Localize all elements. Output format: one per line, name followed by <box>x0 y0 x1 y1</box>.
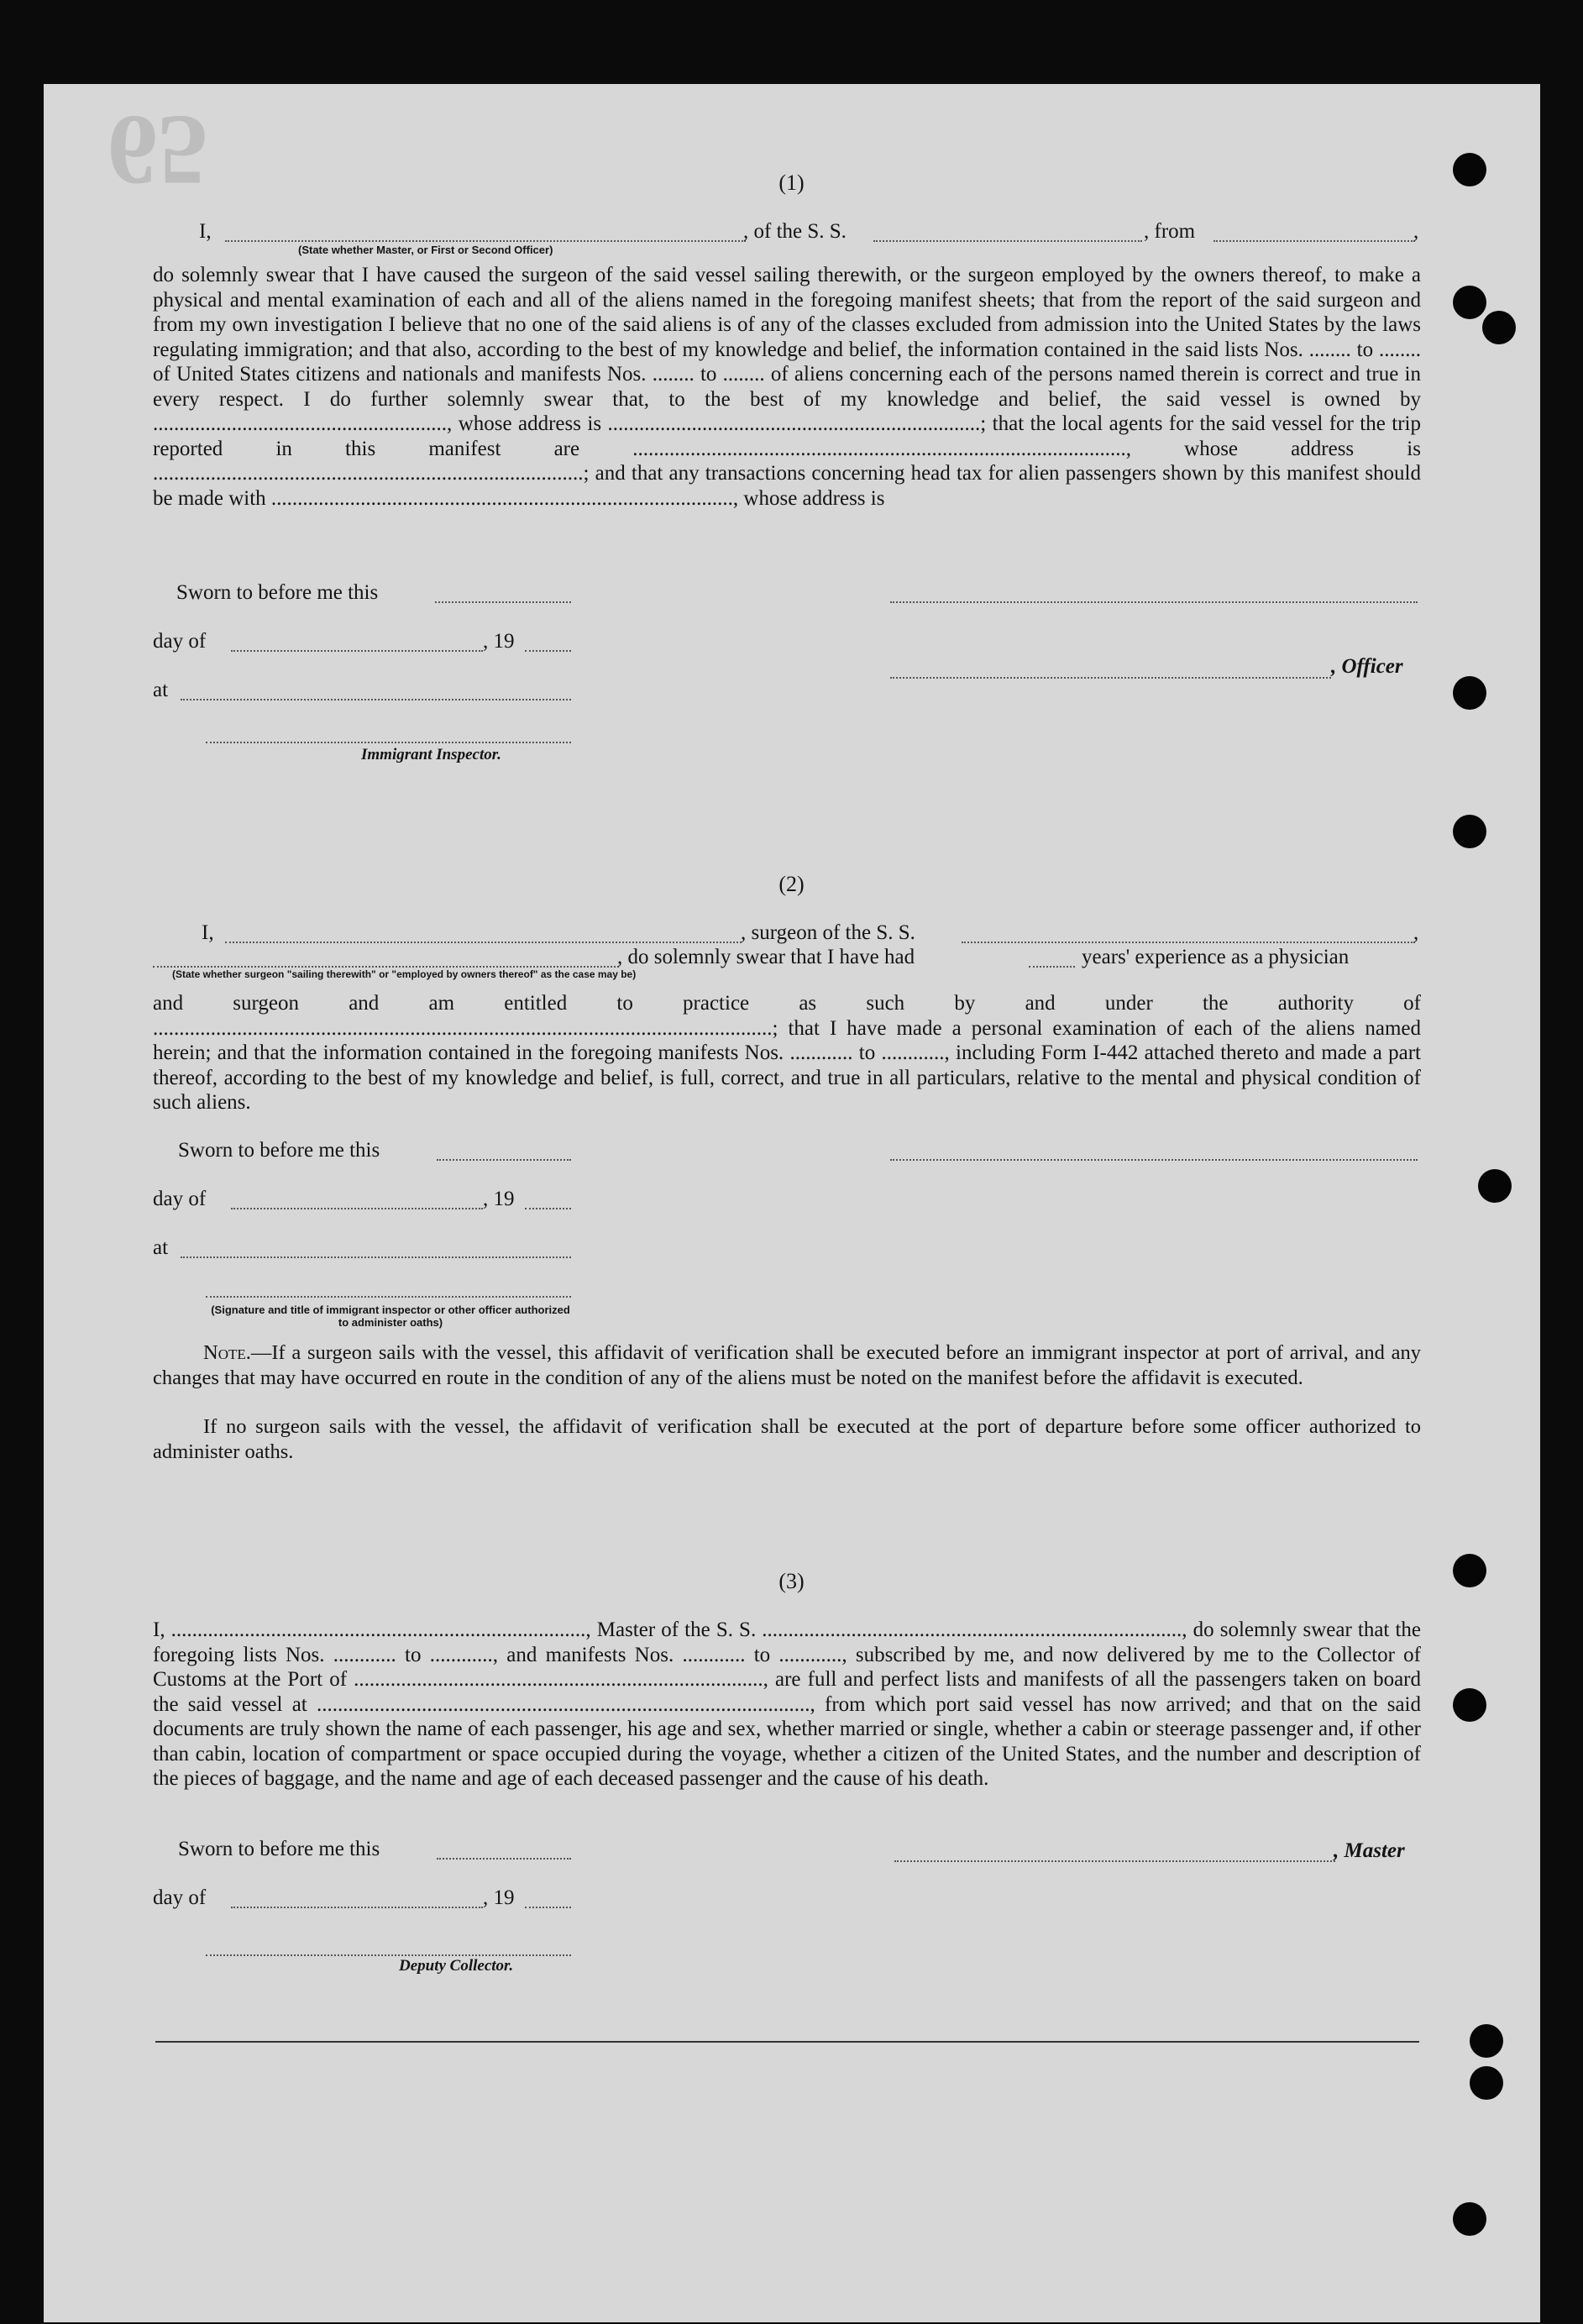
note-2 <box>153 1414 1421 1464</box>
sworn-blank <box>437 1857 571 1860</box>
from-label: , from <box>1144 220 1196 243</box>
day-of-label: day of <box>153 630 207 653</box>
at-blank <box>181 698 571 700</box>
at-blank <box>181 1256 571 1258</box>
day-blank <box>231 1906 483 1908</box>
day-blank <box>231 1207 483 1209</box>
surgeon-caption: (State whether surgeon "sailing therewith" or "employed by owners thereof" as the case may be) <box>172 968 637 980</box>
status-blank <box>153 965 619 968</box>
collector-caption: Deputy Collector. <box>399 1957 514 1975</box>
signature-line <box>206 1295 571 1298</box>
years-blank <box>1029 965 1075 968</box>
sworn-blank <box>437 1158 571 1161</box>
vessel-blank <box>962 941 1415 943</box>
section-number: (3) <box>778 1569 805 1593</box>
day-blank <box>231 649 483 652</box>
year-label: , 19 <box>483 1188 515 1210</box>
master-label: , Master <box>1334 1839 1405 1862</box>
comma: , <box>1413 220 1419 243</box>
day-of-label: day of <box>153 1188 207 1210</box>
inspector-caption: Immigrant Inspector. <box>361 746 501 763</box>
punch-hole <box>1470 2024 1503 2058</box>
officer-blank <box>890 676 1331 679</box>
oath-body: I, ..............................................................................., Master of the S. S. ................................................................................, do solemnly swear that the foregoing lists Nos. ............ to ............, and manifests Nos. ............ to ............, subscribed by me, and now delivered by me to the Collector of Customs at the Port of .............................................................................., are full and perfect lists and manifests of all the passengers taken on board the said vessel at .............................................................................................., from which port said vessel has now arrived; and that on the said documents are truly shown the name of each passenger, his age and sex, whether married or single, whether a cabin or steerage passenger and, if other than cabin, location of compartment or space occupied during the voyage, whether a citizen of the United States, and the number and description of the pieces of baggage, and the name and age of each deceased passenger and the cause of his death. <box>153 1618 1421 1790</box>
sworn-label: Sworn to before me this <box>176 581 379 604</box>
of-ss-label: , of the S. S. <box>743 220 847 243</box>
year-blank <box>525 1207 571 1209</box>
section-number: (2) <box>778 872 805 896</box>
collector-blank <box>206 1954 571 1956</box>
sheet-number-stamp: 65 <box>107 95 208 207</box>
officer-label: , Officer <box>1331 655 1403 678</box>
signature-blank <box>890 1158 1418 1161</box>
comma: , <box>1413 921 1419 944</box>
punch-hole <box>1453 676 1486 710</box>
vessel-blank <box>873 239 1142 242</box>
punch-hole <box>1470 2066 1503 2100</box>
inspector-blank <box>206 741 571 743</box>
note-label: Note. <box>203 1341 251 1364</box>
sworn-label: Sworn to before me this <box>178 1139 380 1162</box>
master-caption: (State whether Master, or First or Second Officer) <box>298 244 553 256</box>
signature-blank <box>890 601 1418 603</box>
punch-hole <box>1482 311 1516 344</box>
year-label: , 19 <box>483 1886 515 1909</box>
sworn-blank <box>435 601 571 603</box>
at-label: at <box>153 1236 169 1259</box>
punch-hole <box>1453 286 1486 319</box>
surgeon-label: , surgeon of the S. S. <box>741 921 915 944</box>
note <box>153 1340 1421 1390</box>
note-2-text: If no surgeon sails with the vessel, the affidavit of verification shall be executed at the port of departure before some officer authorized to administer oaths. <box>153 1415 1421 1463</box>
punch-hole <box>1453 815 1486 848</box>
oath-body: do solemnly swear that I have caused the surgeon of the said vessel sailing therewith, or the surgeon employed by the owners thereof, to make a physical and mental examination of each and all of the aliens named in the foregoing manifest sheets; that from the report of the said surgeon and from my own investigation I believe that no one of the said aliens is of any of the classes excluded from admission into the United States by the laws regulating immigration; and that also, according to the best of my knowledge and belief, the information contained in the said lists Nos. ........ to ........ of United States citizens and nationals and manifests Nos. ........ to ........ of aliens concerning each of the persons named therein is correct and true in every respect. I do further solemnly swear that, to the best of my knowledge and belief, the said vessel is owned by ........................................................, whose address is .......................................................................; that the local agents for the said vessel for the trip reported in this manifest are .............................................................................................., whose address is ..................................................................................; and that any transactions concerning head tax for alien passengers shown by this manifest should be made with ........................................................................................, whose address is <box>153 264 1421 510</box>
years-label: years' experience as a physician <box>1082 946 1350 968</box>
name-blank <box>225 941 742 943</box>
punch-hole <box>1453 2202 1486 2236</box>
note-text: —If a surgeon sails with the vessel, this affidavit of verification shall be executed before an immigrant inspector at port of arrival, and any changes that may have occurred en route in the condition of any of the aliens must be noted on the manifest before the affidavit is executed. <box>153 1341 1421 1389</box>
from-blank <box>1213 239 1415 242</box>
year-blank <box>525 649 571 652</box>
day-of-label: day of <box>153 1886 207 1909</box>
signature-caption: (Signature and title of immigrant inspector or other officer authorized to administer oaths) <box>211 1304 570 1329</box>
sworn-label: Sworn to before me this <box>178 1838 380 1860</box>
punch-hole <box>1453 1688 1486 1722</box>
oath-i-label: I, <box>202 921 214 944</box>
bottom-rule <box>155 2041 1419 2043</box>
year-label: , 19 <box>483 630 515 653</box>
swear-label: , do solemnly swear that I have had <box>617 946 915 968</box>
oath-i-label: I, <box>199 220 212 243</box>
name-blank <box>225 239 746 242</box>
at-label: at <box>153 679 169 701</box>
punch-hole <box>1478 1169 1512 1203</box>
section-number: (1) <box>778 170 805 195</box>
year-blank <box>525 1906 571 1908</box>
oath-body: and surgeon and am entitled to practice as such by and under the authority of ......................................................................................................................; that I have made a personal examination of each of the aliens named herein; and that the information contained in the foregoing manifests Nos. ............ to ............, including Form I-442 attached thereto and made a part thereof, according to the best of my knowledge and belief, is full, correct, and true in all particulars, relative to the mental and physical condition of such aliens. <box>153 992 1421 1114</box>
master-blank <box>894 1860 1335 1862</box>
